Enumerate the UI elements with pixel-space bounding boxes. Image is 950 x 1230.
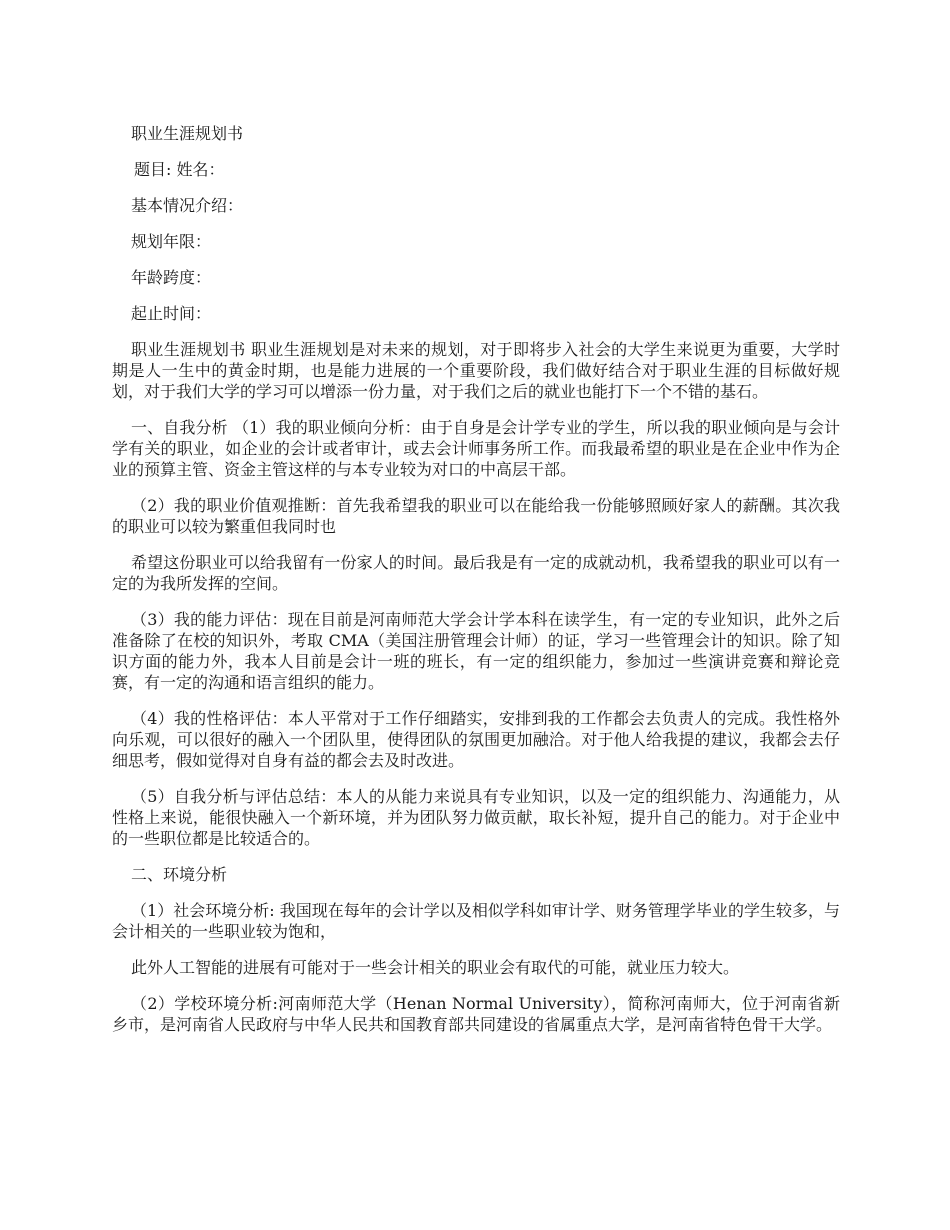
- summary-paragraph: （5）自我分析与评估总结：本人的从能力来说具有专业知识，以及一定的组织能力、沟通能力，从性格上来说，能很快融入一个新环境，并为团队努力做贡献，取长补短，提升自己的能力。对于企业中的一些职位都是比较适合的。: [112, 787, 840, 848]
- intro-paragraph: 职业生涯规划书 职业生涯规划是对未来的规划，对于即将步入社会的大学生来说更为重要，大学时期是人一生中的黄金时期，也是能力进展的一个重要阶段，我们做好结合对于职业生涯的目标做好规划，对于我们大学的学习可以增添一份力量，对于我们之后的就业也能打下一个不错的基石。: [112, 340, 840, 401]
- self-analysis-paragraph: 一、自我分析 （1）我的职业倾向分析：由于自身是会计学专业的学生，所以我的职业倾向是与会计学有关的职业，如企业的会计或者审计，或去会计师事务所工作。而我最希望的职业是在企业中作为企业的预算主管、资金主管这样的与本专业较为对口的中高层干部。: [112, 418, 840, 479]
- ability-paragraph: （3）我的能力评估：现在目前是河南师范大学会计学本科在读学生，有一定的专业知识，此外之后准备除了在校的知识外，考取 CMA（美国注册管理会计师）的证，学习一些管理会计的知识。除了知识方面的能力外，我本人目前是会计一班的班长，有一定的组织能力，参加过一些演讲竞赛和辩论竞赛，有一定的沟通和语言组织的能力。: [112, 610, 840, 692]
- basic-info-line: 基本情况介绍：: [131, 196, 244, 215]
- school-environment-paragraph: （2）学校环境分析:河南师范大学（Henan Normal University），简称河南师大，位于河南省新乡市，是河南省人民政府与中华人民共和国教育部共同建设的省属重点大学，是河南省特色骨干大学。: [112, 994, 840, 1034]
- personality-paragraph: （4）我的性格评估：本人平常对于工作仔细踏实，安排到我的工作都会去负责人的完成。我性格外向乐观，可以很好的融入一个团队里，使得团队的氛围更加融洽。对于他人给我提的建议，我都会去仔细思考，假如觉得对自身有益的都会去及时改进。: [112, 709, 840, 770]
- social-environment-continued: 此外人工智能的进展有可能对于一些会计相关的职业会有取代的可能，就业压力较大。: [131, 958, 740, 977]
- document-page: [112, 123, 840, 1050]
- start-end-time-line: 起止时间：: [131, 304, 212, 323]
- age-span-line: 年龄跨度：: [131, 268, 212, 287]
- environment-heading: 二、环境分析: [131, 865, 228, 884]
- values-continued-paragraph: 希望这份职业可以给我留有一份家人的时间。最后我是有一定的成就动机，我希望我的职业可以有一定的为我所发挥的空间。: [112, 553, 840, 593]
- topic-name-line: 题目: 姓名：: [134, 160, 225, 179]
- values-paragraph: （2）我的职业价值观推断：首先我希望我的职业可以在能给我一份能够照顾好家人的薪酬。其次我的职业可以较为繁重但我同时也: [112, 496, 840, 536]
- document-title: 职业生涯规划书: [131, 124, 244, 143]
- plan-period-line: 规划年限：: [131, 232, 212, 251]
- social-environment-paragraph: （1）社会环境分析: 我国现在每年的会计学以及相似学科如审计学、财务管理学毕业的学生较多，与会计相关的一些职业较为饱和，: [112, 901, 840, 941]
